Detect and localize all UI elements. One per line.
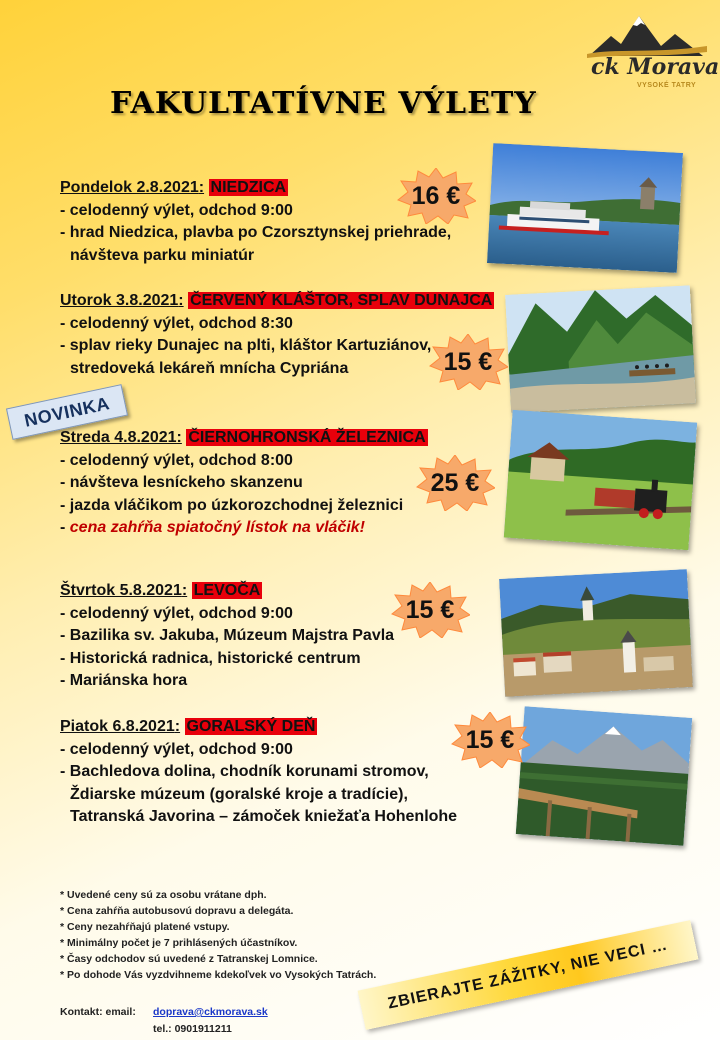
trip-destination: NIEDZICA [210,179,287,196]
photo-dunajec [505,285,696,413]
brand-subtitle: VYSOKÉ TATRY [637,82,697,89]
trip-friday [60,716,457,829]
trip-heading: Pondelok 2.8.2021: NIEDZICA [60,179,287,196]
mountain-logo-icon [585,10,710,60]
trip-thursday [60,580,394,693]
footnote: * Po dohode Vás vyzdvihneme kdekoľvek vo Vysokých Tatrách. [60,969,377,981]
trip-note: cena zahŕňa spiatočný lístok na vláčik! [69,519,366,536]
trip-note-prefix: - [60,519,70,536]
trip-note-line [60,517,428,540]
trip-line: Ždiarske múzeum (goralské kroje a tradície), [70,785,408,803]
trip-line: - celodenný výlet, odchod 9:00 [60,604,293,622]
trip-line: Tatranská Javorina – zámoček kniežaťa Hohenlohe [70,808,458,825]
trip-monday [60,177,451,267]
footnote: * Uvedené ceny sú za osobu vrátane dph. [60,889,267,901]
photo-levoca [499,569,693,697]
trip-day: Streda 4.8.2021 [60,429,177,446]
new-badge: NOVINKA [6,384,128,440]
trip-day: Piatok 6.8.2021 [60,718,175,735]
contact-phone: tel.: 0901911211 [153,1023,232,1035]
trip-destination: LEVOČA [193,582,261,599]
trip-line: - návšteva lesníckeho skanzenu [60,474,303,491]
trip-line: - hrad Niedzica, plavba po Czorsztynskej priehrade, [60,224,452,241]
trip-line: - Bazilika sv. Jakuba, Múzeum Majstra Pavla [60,627,395,644]
page-title: FAKULTATÍVNE VÝLETY [110,86,537,121]
trip-heading: Piatok 6.8.2021: GORALSKÝ DEŇ [60,718,316,735]
trip-destination: GORALSKÝ DEŇ [186,718,316,735]
contact-label: Kontakt: email: [60,1006,136,1018]
price-badge-thursday [390,582,470,638]
trip-line: - Mariánska hora [60,672,188,689]
trip-line: - Bachledova dolina, chodník korunami stromov, [60,763,429,780]
trip-destination: ČIERNOHRONSKÁ ŽELEZNICA [188,429,426,446]
price-value: 16 € [411,181,461,210]
trip-line: - celodenný výlet, odchod 8:30 [60,314,293,332]
price-value: 15 € [443,347,493,376]
trip-heading: Štvrtok 5.8.2021: LEVOČA [60,582,261,599]
brand-name: ck Morava [591,54,720,80]
price-value: 15 € [405,595,455,624]
trip-line: - celodenný výlet, odchod 9:00 [60,201,293,219]
trip-line: - jazda vláčikom po úzkorozchodnej železnici [60,496,404,514]
trip-heading: Utorok 3.8.2021: ČERVENÝ KLÁŠTOR, SPLAV DUNAJCA [60,292,493,309]
trip-line: stredoveká lekáreň mnícha Cypriána [70,359,349,377]
trip-line: - celodenný výlet, odchod 8:00 [60,451,293,469]
photo-goralsky [516,706,693,845]
price-value: 25 € [430,468,480,497]
footnote: * Minimálny počet je 7 prihlásených účastníkov. [60,937,298,949]
slogan-banner: ZBIERAJTE ZÁŽITKY, NIE VECI … [358,920,699,1030]
photo-ciernohronska [504,410,697,551]
trip-day: Utorok 3.8.2021 [60,292,179,309]
footnote: * Časy odchodov sú uvedené z Tatranskej Lomnice. [60,953,318,965]
trip-day: Pondelok 2.8.2021 [60,179,199,196]
price-badge-wednesday [415,455,495,511]
price-badge-tuesday [428,334,508,390]
contact-block [60,1004,268,1038]
price-badge-friday [450,712,530,768]
trip-wednesday [60,427,428,540]
photo-niedzica [487,143,683,273]
trip-line: - Historická radnica, historické centrum [60,649,361,667]
trip-day: Štvrtok 5.8.2021 [60,582,182,599]
price-value: 15 € [465,725,515,754]
footnote: * Cena zahŕňa autobusovú dopravu a delegáta. [60,905,294,917]
trip-line: - splav rieky Dunajec na plti, kláštor Kartuziánov, [60,337,432,354]
trip-line: - celodenný výlet, odchod 9:00 [60,740,293,758]
footnotes [60,887,376,983]
brand-logo [585,10,720,98]
price-badge-monday [396,168,476,224]
footnote: * Ceny nezahŕňajú platené vstupy. [60,921,230,933]
trip-destination: ČERVENÝ KLÁŠTOR, SPLAV DUNAJCA [190,292,493,309]
trip-line: návšteva parku miniatúr [70,246,255,264]
email-link[interactable]: doprava@ckmorava.sk [153,1006,268,1018]
trip-heading: Streda 4.8.2021: ČIERNOHRONSKÁ ŽELEZNICA [60,429,426,446]
